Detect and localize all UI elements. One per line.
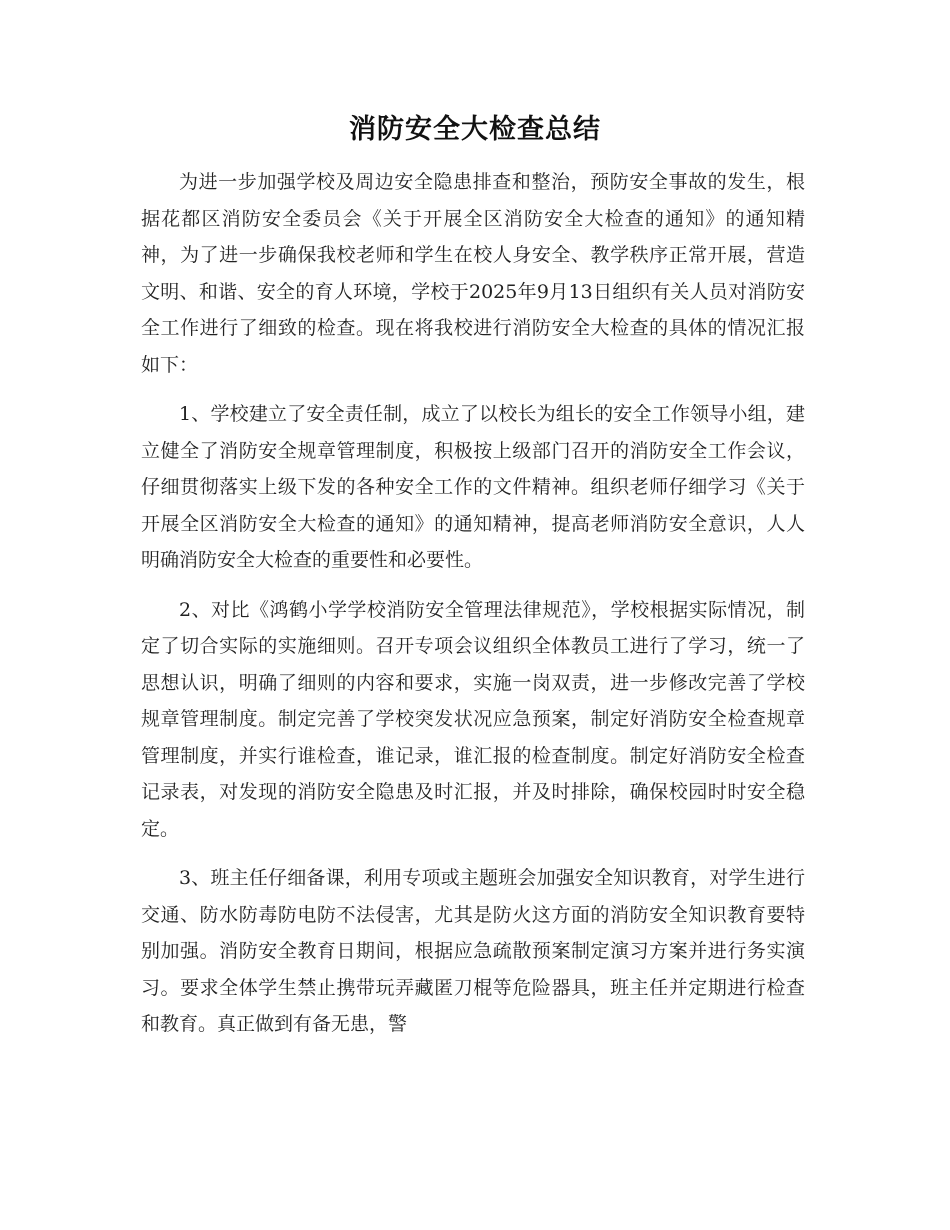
paragraph-item-3: 3、班主任仔细备课，利用专项或主题班会加强安全知识教育，对学生进行交通、防水防毒防电防不法侵害，尤其是防火这方面的消防安全知识教育要特别加强。消防安全教育日期间，根据应急疏散预案制定演习方案并进行务实演习。要求全体学生禁止携带玩弄藏匿刀棍等危险器具，班主任并定期进行检查和教育。真正做到有备无患，警 <box>141 867 805 1035</box>
paragraph-item-1: 1、学校建立了安全责任制，成立了以校长为组长的安全工作领导小组，建立健全了消防安全规章管理制度，积极按上级部门召开的消防安全工作会议，仔细贯彻落实上级下发的各种安全工作的文件精神。组织老师仔细学习《关于开展全区消防安全大检查的通知》的通知精神，提高老师消防安全意识，人人明确消防安全大检查的重要性和必要性。 <box>141 403 805 571</box>
document-body <box>141 164 805 1043</box>
paragraph-item-2: 2、对比《鸿鹤小学学校消防安全管理法律规范》，学校根据实际情况，制定了切合实际的实施细则。召开专项会议组织全体教员工进行了学习，统一了思想认识，明确了细则的内容和要求，实施一岗双责，进一步修改完善了学校规章管理制度。制定完善了学校突发状况应急预案，制定好消防安全检查规章管理制度，并实行谁检查，谁记录，谁汇报的检查制度。制定好消防安全检查记录表，对发现的消防安全隐患及时汇报，并及时排除，确保校园时时安全稳定。 <box>141 598 805 840</box>
paragraph-intro: 为进一步加强学校及周边安全隐患排查和整治，预防安全事故的发生，根据花都区消防安全委员会《关于开展全区消防安全大检查的通知》的通知精神，为了进一步确保我校老师和学生在校人身安全、教学秩序正常开展，营造文明、和谐、安全的育人环境，学校于2025年9月13日组织有关人员对消防安全工作进行了细致的检查。现在将我校进行消防安全大检查的具体的情况汇报如下： <box>141 171 805 376</box>
document-title: 消防安全大检查总结 <box>349 114 601 145</box>
